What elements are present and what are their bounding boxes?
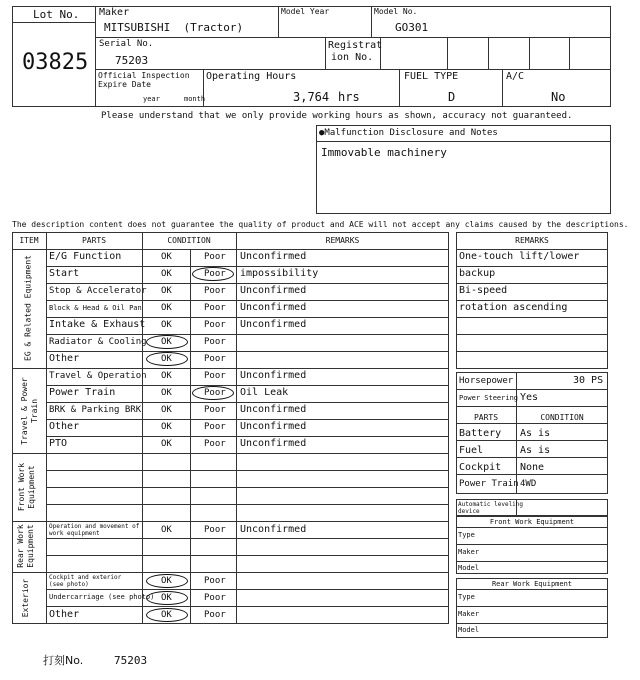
model-year-label: Model Year <box>281 7 330 16</box>
section-front-2: Equipment <box>27 465 36 509</box>
month-label: month <box>184 95 206 103</box>
condition-ok: OK <box>161 320 172 330</box>
remark-block-head-oil-pan: Unconfirmed <box>240 302 307 313</box>
part-undercarriage: Undercarriage (see photo) <box>49 593 155 601</box>
right-remark-3: Bi-speed <box>459 285 508 296</box>
section-eg: EG & Related Equipment <box>23 255 33 361</box>
rear-work-title: Rear Work Equipment <box>491 580 573 588</box>
section-travel-1: Travel & Power <box>20 377 29 445</box>
part-stop-accelerator: Stop & Accelerator <box>49 286 147 296</box>
condition-poor: Poor <box>204 525 226 535</box>
condition-poor: Poor <box>204 269 226 279</box>
auto-leveling-label-2: device <box>458 508 480 515</box>
condition-poor: Poor <box>204 593 226 603</box>
part-exterior-other: Other <box>49 609 80 620</box>
condition-ok: OK <box>161 252 172 262</box>
header-condition: CONDITION <box>167 236 211 245</box>
condition-poor: Poor <box>204 303 226 313</box>
part-block-head-oil-pan: Block & Head & Oil Pan <box>49 304 142 312</box>
condition-ok: OK <box>161 439 172 449</box>
condition-poor: Poor <box>204 388 226 398</box>
remark-stop-accelerator: Unconfirmed <box>240 285 307 296</box>
serial-value: 75203 <box>115 54 149 67</box>
model-no-value: GO301 <box>395 21 429 34</box>
malfunction-text: Immovable machinery <box>321 146 447 159</box>
part-eg-function: E/G Function <box>49 251 122 262</box>
malfunction-title: ●Malfunction Disclosure and Notes <box>319 128 498 138</box>
power-train-label: Power Train <box>459 479 519 489</box>
hours-unit: hrs <box>338 90 360 104</box>
serial-label: Serial No. <box>99 39 154 49</box>
registration-label-2: ion No. <box>331 52 374 63</box>
condition-poor: Poor <box>204 371 226 381</box>
condition-ok: OK <box>161 422 172 432</box>
condition-poor: Poor <box>204 337 226 347</box>
power-steering-label: Power Steering <box>459 394 519 402</box>
poor-selected-mark <box>192 267 234 281</box>
fuel-type-value: D <box>448 90 456 104</box>
inspection-label-2: Expire Date <box>98 80 151 89</box>
hours-notice: Please understand that we only provide working hours as shown, accuracy not guaranteed. <box>101 111 573 121</box>
rear-maker-label: Maker <box>458 610 480 618</box>
part-power-train: Power Train <box>49 387 116 398</box>
condition-ok: OK <box>161 576 172 586</box>
front-type-label: Type <box>458 531 475 539</box>
section-exterior: Exterior <box>21 578 30 618</box>
condition-ok: OK <box>161 354 172 364</box>
inspection-label-1: Official Inspection <box>98 71 190 80</box>
part-intake-exhaust: Intake & Exhaust <box>49 319 146 330</box>
section-rear-1: Rear Work <box>16 524 25 568</box>
condition-poor: Poor <box>204 405 226 415</box>
horsepower-value: 30 PS <box>573 375 604 386</box>
header-remarks: REMARKS <box>325 236 360 245</box>
disclaimer: The description content does not guarantee the quality of product and ACE will not accept any claims caused by the descriptions. <box>12 220 629 229</box>
specs-parts-header: PARTS <box>473 413 499 422</box>
condition-ok: OK <box>161 525 172 535</box>
condition-ok: OK <box>161 405 172 415</box>
part-eg-other: Other <box>49 353 80 364</box>
part-travel-operation: Travel & Operation <box>49 371 147 381</box>
condition-poor: Poor <box>204 286 226 296</box>
stamp-number-value: 75203 <box>114 654 148 667</box>
remark-travel-operation: Unconfirmed <box>240 370 307 381</box>
condition-ok: OK <box>161 269 172 279</box>
fuel-type-label: FUEL TYPE <box>404 71 459 82</box>
section-front-1: Front Work <box>17 462 26 512</box>
fuel-label: Fuel <box>459 445 484 456</box>
condition-ok: OK <box>161 337 172 347</box>
part-brk-parking: BRK & Parking BRK <box>49 405 142 415</box>
condition-ok: OK <box>161 371 172 381</box>
condition-ok: OK <box>161 610 172 620</box>
header-parts: PARTS <box>81 236 107 245</box>
registration-label-1: Registrat <box>328 40 383 51</box>
condition-ok: OK <box>161 286 172 296</box>
part-operation-work-equipment: Operation and movement of work equipment <box>49 523 140 538</box>
ok-selected-mark <box>146 608 188 622</box>
condition-poor: Poor <box>204 439 226 449</box>
ac-value: No <box>551 90 566 104</box>
horsepower-label: Horsepower <box>459 376 514 386</box>
ac-label: A/C <box>506 71 525 82</box>
ok-selected-mark <box>146 335 188 349</box>
auto-leveling-label-1: Automatic leveling <box>458 501 524 508</box>
remark-travel-other: Unconfirmed <box>240 421 307 432</box>
right-remark-1: One-touch lift/lower <box>459 251 580 262</box>
maker-label: Maker <box>99 7 130 18</box>
right-remark-4: rotation ascending <box>459 302 568 313</box>
lot-label: Lot No. <box>33 8 80 21</box>
condition-ok: OK <box>161 593 172 603</box>
maker-value: MITSUBISHI (Tractor) <box>104 21 244 34</box>
header-item: ITEM <box>19 236 39 245</box>
right-remarks-title: REMARKS <box>515 236 549 245</box>
remark-power-train: Oil Leak <box>240 387 289 398</box>
ok-selected-mark <box>146 591 188 605</box>
fuel-value: As is <box>520 445 551 456</box>
part-start: Start <box>49 268 80 279</box>
year-label: year <box>143 95 160 103</box>
condition-poor: Poor <box>204 320 226 330</box>
malfunction-box <box>316 125 611 214</box>
remark-start: impossibility <box>240 268 319 279</box>
condition-poor: Poor <box>204 610 226 620</box>
front-model-label: Model <box>458 564 480 572</box>
section-travel-2: Train <box>30 398 39 424</box>
part-pto: PTO <box>49 438 68 449</box>
condition-poor: Poor <box>204 576 226 586</box>
poor-selected-mark <box>192 386 234 400</box>
ok-selected-mark <box>146 574 188 588</box>
stamp-number-label: 打刻No. <box>43 654 84 667</box>
condition-poor: Poor <box>204 252 226 262</box>
rear-type-label: Type <box>458 593 475 601</box>
ok-selected-mark <box>146 352 188 366</box>
model-no-label: Model No. <box>374 7 418 16</box>
lot-number: 03825 <box>22 50 89 75</box>
part-cockpit-exterior: Cockpit and exterior (see photo) <box>49 574 122 589</box>
condition-poor: Poor <box>204 422 226 432</box>
right-remark-2: backup <box>459 268 496 279</box>
front-maker-label: Maker <box>458 548 480 556</box>
hours-label: Operating Hours <box>206 71 297 82</box>
power-train-value: 4WD <box>520 479 537 489</box>
remark-operation-work-equipment: Unconfirmed <box>240 524 307 535</box>
cockpit-label: Cockpit <box>459 462 502 473</box>
rear-model-label: Model <box>458 626 480 634</box>
battery-value: As is <box>520 428 551 439</box>
condition-poor: Poor <box>204 354 226 364</box>
remark-intake-exhaust: Unconfirmed <box>240 319 307 330</box>
remark-brk-parking: Unconfirmed <box>240 404 307 415</box>
part-travel-other: Other <box>49 421 80 432</box>
section-rear-2: Equipment <box>26 524 35 568</box>
battery-label: Battery <box>459 428 502 439</box>
specs-condition-header: CONDITION <box>540 413 584 422</box>
cockpit-value: None <box>520 462 545 473</box>
part-radiator-cooling: Radiator & Cooling <box>49 337 147 347</box>
condition-ok: OK <box>161 303 172 313</box>
remark-eg-function: Unconfirmed <box>240 251 307 262</box>
hours-value: 3,764 <box>293 90 330 104</box>
front-work-title: Front Work Equipment <box>489 518 575 526</box>
power-steering-value: Yes <box>520 392 539 403</box>
condition-ok: OK <box>161 388 172 398</box>
remark-pto: Unconfirmed <box>240 438 307 449</box>
